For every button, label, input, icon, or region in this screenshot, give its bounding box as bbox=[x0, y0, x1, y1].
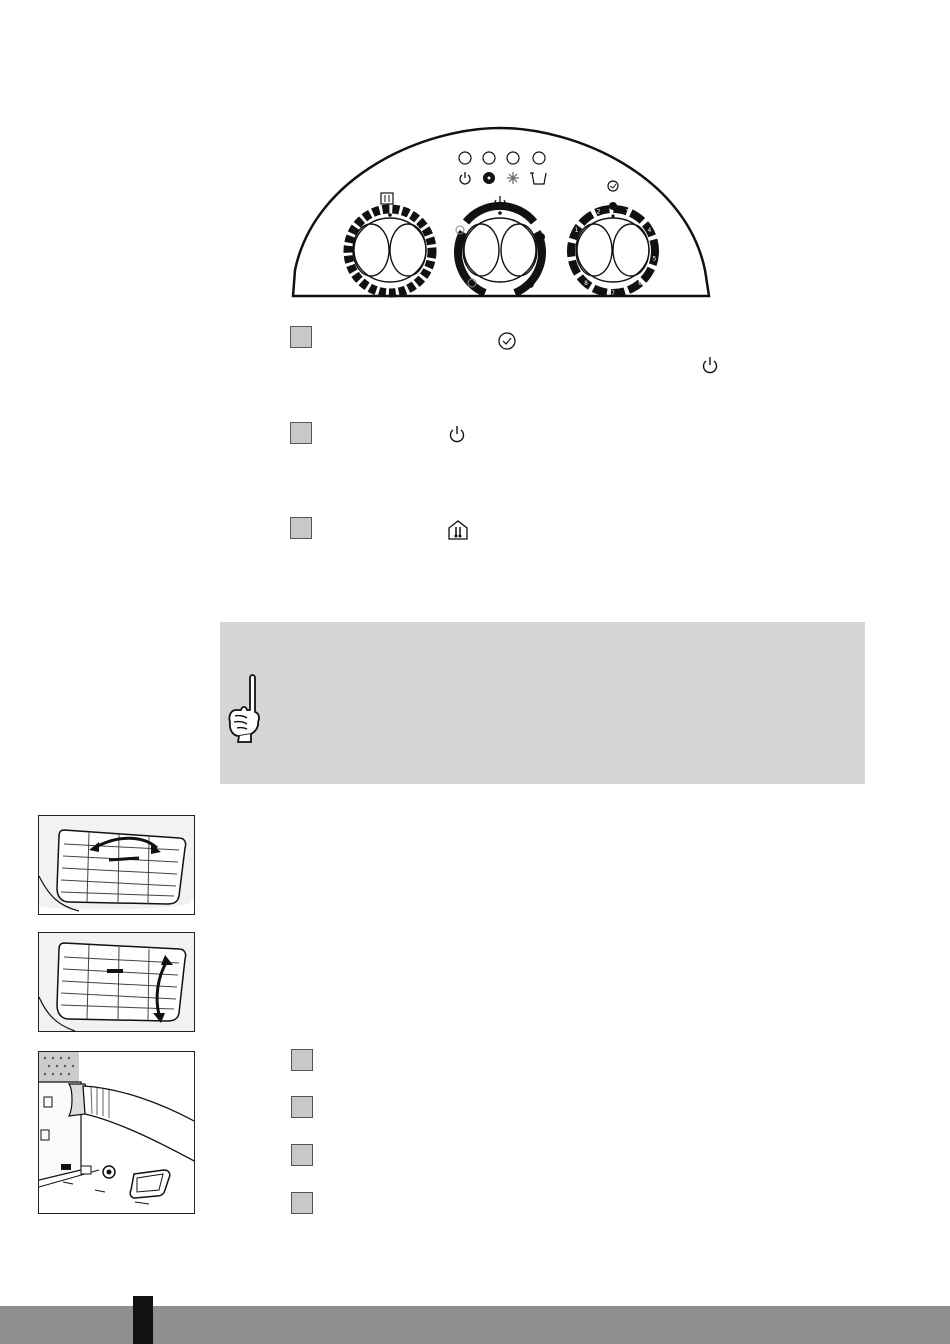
timer-scale-label: 5 bbox=[652, 255, 657, 263]
note-box bbox=[220, 622, 865, 784]
clock-icon bbox=[497, 331, 517, 351]
pointing-hand-icon bbox=[223, 672, 263, 744]
step-marker-3 bbox=[290, 517, 312, 539]
checklist-marker-4 bbox=[291, 1192, 313, 1214]
checklist-marker-2 bbox=[291, 1096, 313, 1118]
control-panel-illustration bbox=[285, 120, 715, 302]
fan-icon bbox=[483, 172, 495, 184]
power-icon bbox=[447, 424, 467, 444]
figure-hose-connection bbox=[38, 1051, 195, 1214]
step-marker-2 bbox=[290, 422, 312, 444]
thermostat-icon bbox=[446, 519, 470, 541]
timer-scale-label: 3 bbox=[625, 208, 630, 216]
checklist-marker-1 bbox=[291, 1049, 313, 1071]
timer-scale-label: 1 bbox=[574, 227, 579, 234]
checklist-marker-3 bbox=[291, 1144, 313, 1166]
timer-scale-label: 4 bbox=[647, 227, 652, 234]
power-icon bbox=[700, 355, 720, 375]
figure-louver-adjust bbox=[38, 815, 195, 915]
timer-scale-label: 8 bbox=[584, 280, 588, 288]
figure-louver-swing bbox=[38, 932, 195, 1032]
timer-scale-label: 2 bbox=[596, 208, 601, 216]
timer-scale-label: 7 bbox=[611, 290, 615, 297]
footer-page-tab bbox=[133, 1296, 153, 1344]
step-marker-1 bbox=[290, 326, 312, 348]
timer-scale-label: 6 bbox=[638, 280, 642, 288]
